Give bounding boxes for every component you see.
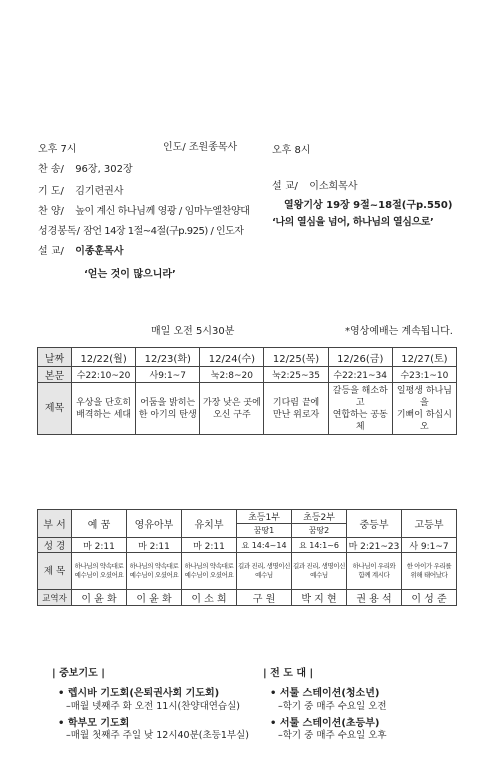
title-cell: 하나님이 우리와 함께 계시다 xyxy=(347,553,402,590)
evangelism-item-detail: –학기 중 매주 수요일 오전 xyxy=(278,701,387,712)
teacher-cell: 이 소 희 xyxy=(182,590,237,606)
title-cell: 한 아이가 우리를 위해 태어났다 xyxy=(402,553,457,590)
title-cell: 길과 진리, 생명이신 예수님 xyxy=(292,553,347,590)
dept-name: 중등부 xyxy=(347,510,402,538)
title-cell: 하나님의 약속대로 예수님이 오셨어요 xyxy=(127,553,182,590)
dept-name: 초등1부 xyxy=(237,510,292,524)
prayer-heading: | 중보기도 | xyxy=(52,668,105,679)
passage-cell: 사 9:1~7 xyxy=(402,538,457,553)
teacher-cell: 권 용 석 xyxy=(347,590,402,606)
prayer-item-title: • 학부모 기도회 xyxy=(58,718,130,729)
topic-cell: 일평생 하나님을 기뻐이 하십시오 xyxy=(392,383,456,435)
date-cell: 12/24(수) xyxy=(200,348,264,367)
dept-name: 예 꿈 xyxy=(72,510,127,538)
evening1-item-prayer xyxy=(38,182,124,197)
item-value: 높이 계신 하나님께 영광 / 임마누엘찬양대 xyxy=(75,206,250,217)
prayer-item-detail: –매월 첫째주 주일 낮 12시40분(초등1부실) xyxy=(66,730,249,741)
preacher-label: 설 교/ xyxy=(272,181,298,192)
prayer-item-title: • 렙시바 기도회(은퇴권사회 기도회) xyxy=(58,688,220,699)
dawn-schedule-table xyxy=(37,347,457,435)
item-value: 잠언 14장 1절~4절(구p.925) / 인도자 xyxy=(83,226,244,237)
evening2-scripture: 열왕기상 19장 9절~18절(구p.550) xyxy=(284,200,453,211)
evening1-item-sermon xyxy=(38,242,124,257)
dept-subname: 꿈땅1 xyxy=(237,524,292,538)
item-value: 이종훈목사 xyxy=(75,246,124,257)
evangelism-heading: | 전 도 대 | xyxy=(263,668,314,679)
topic-cell: 우상을 단호히 배격하는 세대 xyxy=(72,383,136,435)
preacher-name: 이소희목사 xyxy=(309,181,358,192)
teacher-cell: 이 성 준 xyxy=(402,590,457,606)
dept-name: 유치부 xyxy=(182,510,237,538)
teacher-cell: 구 원 xyxy=(237,590,292,606)
item-value: 96장, 302장 xyxy=(75,164,133,175)
school-schedule-table xyxy=(37,509,457,606)
passage-cell: 마 2:21~23 xyxy=(347,538,402,553)
topic-cell: 가장 낮은 곳에 오신 구주 xyxy=(200,383,264,435)
date-cell: 12/25(목) xyxy=(264,348,328,367)
dawn-time: 매일 오전 5시30분 xyxy=(151,326,235,337)
passage-header: 성 경 xyxy=(38,538,72,553)
date-cell: 12/26(금) xyxy=(328,348,392,367)
passage-cell: 눅2:8~20 xyxy=(200,367,264,383)
dept-name: 영유아부 xyxy=(127,510,182,538)
item-label: 기 도/ xyxy=(38,186,64,197)
passage-cell: 요 14:1~6 xyxy=(292,538,347,553)
passage-cell: 눅2:25~35 xyxy=(264,367,328,383)
title-header: 제 목 xyxy=(38,553,72,590)
evangelism-item-title: • 서툴 스테이션(청소년) xyxy=(270,688,380,699)
evening1-time: 오후 7시 xyxy=(38,144,77,155)
evening1-sermon-title: ‘얻는 것이 많으니라’ xyxy=(84,269,176,280)
topic-cell: 갈등을 해소하고 연합하는 공동체 xyxy=(328,383,392,435)
passage-cell: 마 2:11 xyxy=(182,538,237,553)
passage-header: 본문 xyxy=(38,367,72,383)
teacher-cell: 이 윤 화 xyxy=(127,590,182,606)
item-value: 김기련권사 xyxy=(75,186,124,197)
teacher-header: 교역자 xyxy=(38,590,72,606)
dept-header: 부 서 xyxy=(38,510,72,538)
dawn-note: *영상예배는 계속됩니다. xyxy=(345,326,453,337)
evening2-sermon-title: ‘나의 열심을 넘어, 하나님의 열심으로’ xyxy=(272,217,434,228)
item-label: 찬 양/ xyxy=(38,206,64,217)
item-label: 설 교/ xyxy=(38,246,64,257)
passage-cell: 마 2:11 xyxy=(72,538,127,553)
dept-subname: 꿈땅2 xyxy=(292,524,347,538)
date-cell: 12/27(토) xyxy=(392,348,456,367)
topic-cell: 기다림 끝에 만난 위로자 xyxy=(264,383,328,435)
prayer-item-detail: –매월 넷째주 화 오전 11시(찬양대연습실) xyxy=(66,701,240,712)
date-header: 날짜 xyxy=(38,348,72,367)
evening2-preacher xyxy=(272,177,358,192)
topic-cell: 어둠을 밝히는 한 아기의 탄생 xyxy=(136,383,200,435)
topic-header: 제목 xyxy=(38,383,72,435)
passage-cell: 수22:10~20 xyxy=(72,367,136,383)
evening1-item-praise xyxy=(38,202,249,217)
passage-cell: 요 14:4~14 xyxy=(237,538,292,553)
teacher-cell: 이 윤 화 xyxy=(72,590,127,606)
date-cell: 12/22(월) xyxy=(72,348,136,367)
title-cell: 하나님의 약속대로 예수님이 오셨어요 xyxy=(182,553,237,590)
title-cell: 하나님의 약속대로 예수님이 오셨어요 xyxy=(72,553,127,590)
title-cell: 길과 진리, 생명이신 예수님 xyxy=(237,553,292,590)
passage-cell: 수22:21~34 xyxy=(328,367,392,383)
evening2-time: 오후 8시 xyxy=(272,145,311,156)
evangelism-item-detail: –학기 중 매주 수요일 오후 xyxy=(278,730,387,741)
item-label: 찬 송/ xyxy=(38,164,64,175)
passage-cell: 수23:1~10 xyxy=(392,367,456,383)
item-label: 성경봉독/ xyxy=(38,226,81,237)
passage-cell: 사9:1~7 xyxy=(136,367,200,383)
dept-name: 초등2부 xyxy=(292,510,347,524)
evening1-item-hymn xyxy=(38,160,133,175)
evening1-item-reading xyxy=(38,222,243,237)
passage-cell: 마 2:11 xyxy=(127,538,182,553)
evening1-leader: 인도/ 조원종목사 xyxy=(163,142,238,153)
teacher-cell: 박 지 현 xyxy=(292,590,347,606)
date-cell: 12/23(화) xyxy=(136,348,200,367)
evangelism-item-title: • 서툴 스테이션(초등부) xyxy=(270,718,380,729)
dept-name: 고등부 xyxy=(402,510,457,538)
